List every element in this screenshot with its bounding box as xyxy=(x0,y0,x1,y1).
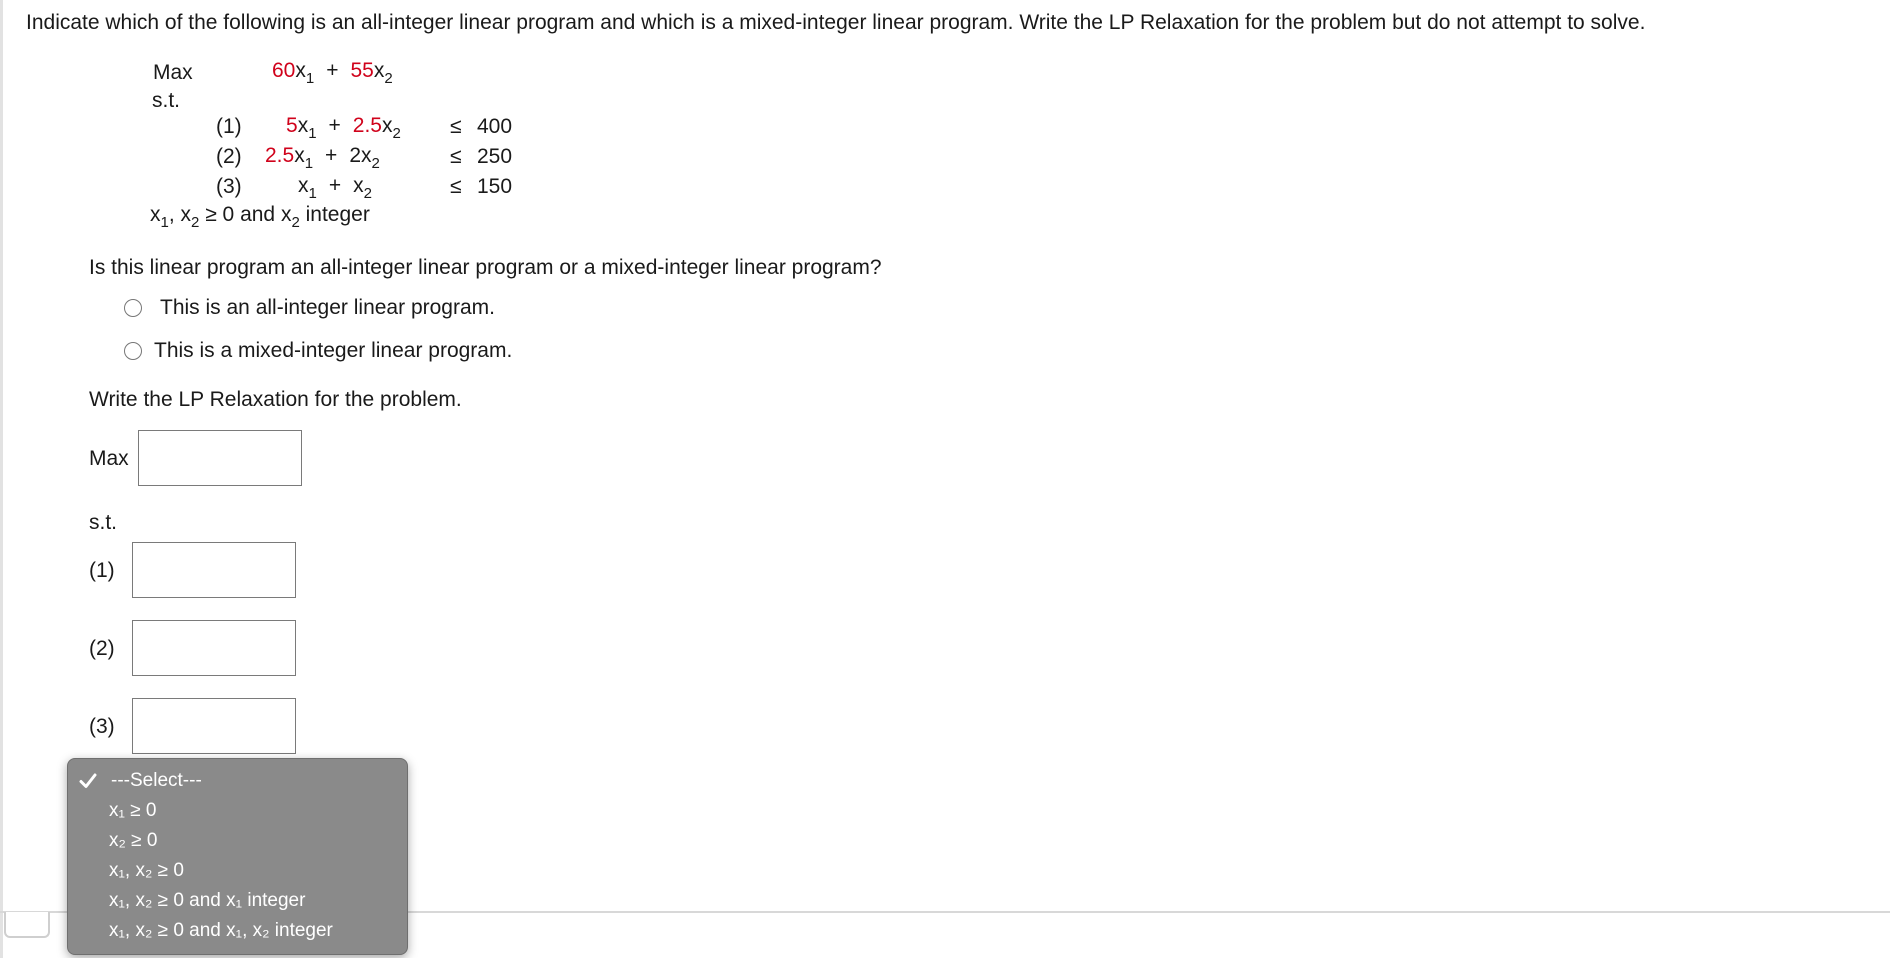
constraint-2-sub-2: 2 xyxy=(371,155,380,172)
option-mixed-integer-label: This is a mixed-integer linear program. xyxy=(154,339,513,362)
constraint-2-coef-2: 2 xyxy=(349,144,361,167)
dropdown-option-label: x₁, x₂ ≥ 0 and x₁ integer xyxy=(109,890,306,911)
constraint-3-number: (3) xyxy=(216,175,242,198)
constraint-3-label: (3) xyxy=(89,715,115,738)
dropdown-option-select[interactable] xyxy=(68,766,407,796)
objective-function xyxy=(272,59,393,87)
frame-corner-tab xyxy=(4,912,50,938)
dropdown-option-both-nonneg[interactable] xyxy=(68,856,407,886)
constraint-1-expression: $5x_1 + 2.5x_2$ xyxy=(286,114,401,142)
nonneg-sub-3: 2 xyxy=(291,214,300,231)
option-all-integer-label: This is an all-integer linear program. xyxy=(160,296,495,319)
constraint-1-coef-2: 2.5 xyxy=(352,114,382,137)
constraint-2-label: (2) xyxy=(89,637,115,660)
dropdown-option-x2-nonneg[interactable] xyxy=(68,826,407,856)
nonnegativity-constraint xyxy=(150,203,370,231)
constraint-2-sub-1: 1 xyxy=(304,155,314,172)
radio-button-all-integer[interactable] xyxy=(124,299,142,317)
constraint-2-plus: + xyxy=(325,144,338,167)
constraint-3-sub-2: 2 xyxy=(363,185,372,202)
frame-left-border xyxy=(0,0,3,958)
constraint-3-expression: $x_1 + x_2$ xyxy=(298,174,372,202)
constraint-1-relation: ≤ xyxy=(450,115,462,138)
objective-var-2: x xyxy=(373,59,385,82)
constraint-3-plus: + xyxy=(328,174,342,197)
objective-input[interactable] xyxy=(138,430,302,486)
dropdown-option-label: x₁, x₂ ≥ 0 and x₁, x₂ integer xyxy=(109,920,333,941)
nonneg-mid: ≥ 0 and x xyxy=(199,203,292,226)
constraint-3-input[interactable] xyxy=(132,698,296,754)
constraint-2-expression: $2.5x_1 + 2x_2$ xyxy=(265,144,380,172)
instructions-text: Indicate which of the following is an all-integer linear program and which is a mixed-integer linear program. Write the LP Relaxation for the problem but do not attempt to solve. xyxy=(26,11,1646,34)
nonneg-sub-2: 2 xyxy=(191,214,200,231)
objective-plus: + xyxy=(326,59,339,82)
constraint-1-plus: + xyxy=(328,114,341,137)
constraint-2-rhs: 250 xyxy=(477,145,513,168)
dropdown-option-x1-nonneg[interactable] xyxy=(68,796,407,826)
objective-coef-1: 60 xyxy=(272,59,296,82)
constraint-1-rhs: 400 xyxy=(477,115,513,138)
constraint-1-coef-1: 5 xyxy=(286,114,298,137)
constraint-1-number: (1) xyxy=(216,115,242,138)
constraint-1-sub-1: 1 xyxy=(308,125,317,142)
constraint-3-rhs: 150 xyxy=(477,175,513,198)
constraint-3-relation: ≤ xyxy=(450,175,462,198)
dropdown-option-label: x₁, x₂ ≥ 0 xyxy=(109,860,184,881)
objective-var-1: x xyxy=(295,59,306,82)
dropdown-option-label: ---Select--- xyxy=(111,770,202,791)
nonnegativity-dropdown-menu[interactable] xyxy=(67,758,408,955)
constraint-2-coef-1: 2.5 xyxy=(265,144,295,167)
nonneg-var-1: x xyxy=(150,203,161,226)
radio-button-mixed-integer[interactable] xyxy=(124,342,142,360)
constraint-1-label: (1) xyxy=(89,559,115,582)
objective-coef-2: 55 xyxy=(350,59,374,82)
option-all-integer[interactable] xyxy=(124,296,495,320)
constraint-2-relation: ≤ xyxy=(450,145,462,168)
st-label: s.t. xyxy=(152,89,181,112)
dropdown-option-x1-integer[interactable] xyxy=(68,886,407,916)
relaxation-st-label: s.t. xyxy=(89,511,118,534)
relaxation-title: Write the LP Relaxation for the problem. xyxy=(89,388,462,411)
constraint-1-sub-2: 2 xyxy=(392,125,401,142)
max-label: Max xyxy=(153,61,193,84)
relaxation-max-label: Max xyxy=(89,447,129,470)
checkmark-icon xyxy=(78,771,98,791)
nonneg-var-2: , x xyxy=(168,203,192,226)
dropdown-option-label: x₁ ≥ 0 xyxy=(109,800,157,821)
option-mixed-integer[interactable] xyxy=(124,339,512,363)
nonneg-end: integer xyxy=(299,203,370,226)
constraint-1-input[interactable] xyxy=(132,542,296,598)
question-text: Is this linear program an all-integer linear program or a mixed-integer linear program? xyxy=(89,256,882,279)
objective-sub-1: 1 xyxy=(305,70,315,87)
objective-sub-2: 2 xyxy=(384,70,393,87)
constraint-2-input[interactable] xyxy=(132,620,296,676)
constraint-2-number: (2) xyxy=(216,145,242,168)
dropdown-option-both-integer[interactable] xyxy=(68,916,407,946)
nonneg-sub-1: 1 xyxy=(160,214,169,231)
constraint-3-sub-1: 1 xyxy=(308,185,317,202)
dropdown-option-label: x₂ ≥ 0 xyxy=(109,830,158,851)
